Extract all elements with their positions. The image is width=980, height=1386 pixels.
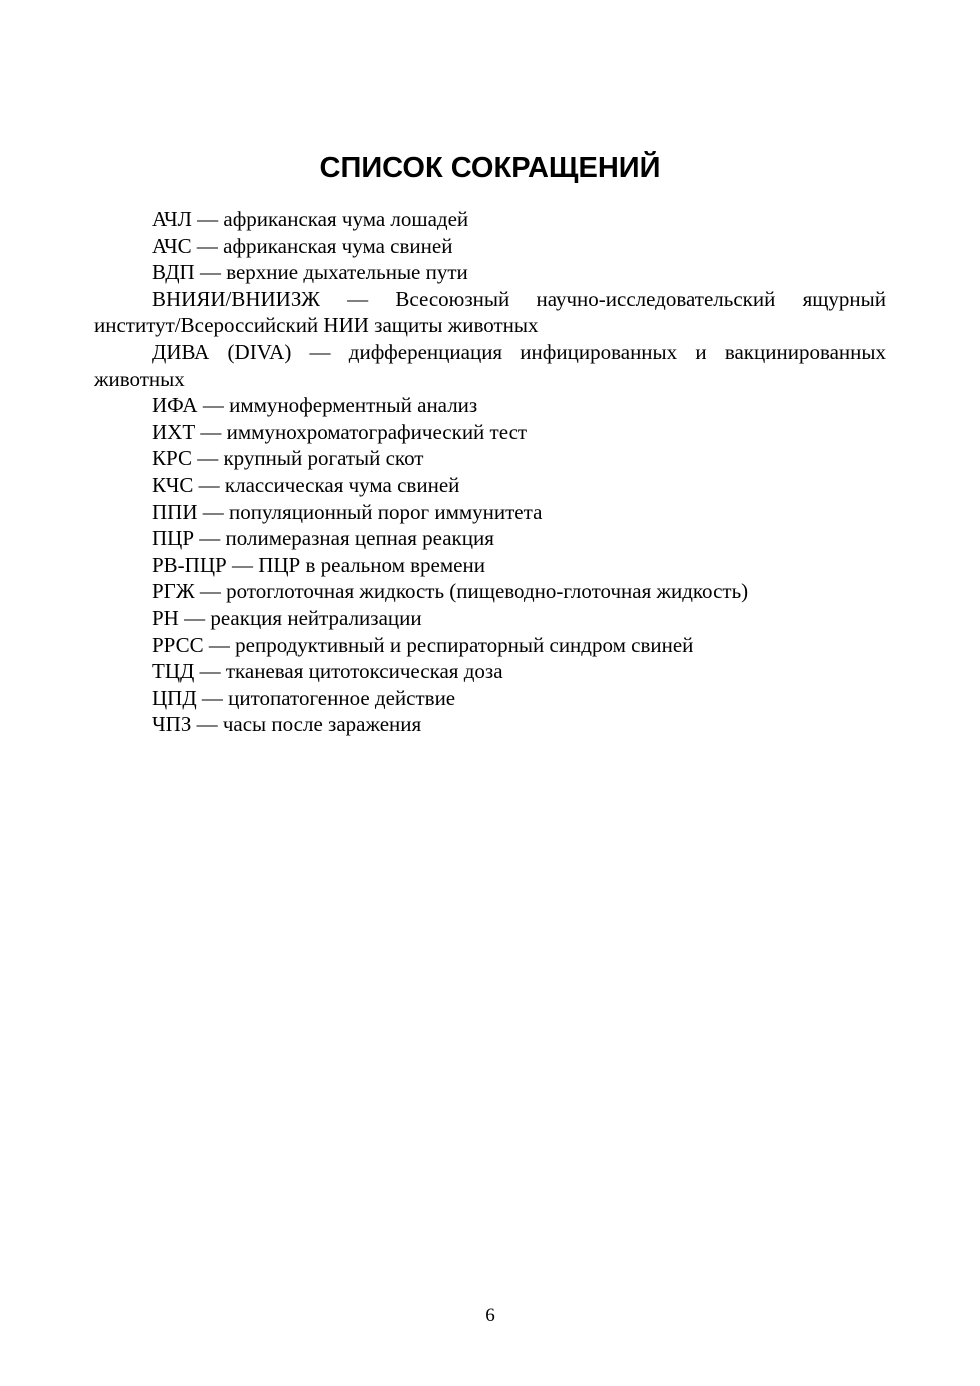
abbreviation-entry: ТЦД — тканевая цитотоксическая доза: [152, 659, 503, 684]
abbreviation-list: [94, 206, 886, 738]
abbreviation-entry: ИФА — иммуноферментный анализ: [152, 393, 478, 418]
abbreviation-entry: ЧПЗ — часы после заражения: [152, 712, 422, 737]
abbreviation-entry: ИХТ — иммунохроматографический тест: [152, 419, 528, 444]
abbreviation-entry: РН — реакция нейтрализации: [152, 605, 422, 630]
abbreviation-entry: ДИВА (DIVA) — дифференциация инфицированных и вакцинированных животных: [94, 339, 886, 391]
abbreviation-entry: КРС — крупный рогатый скот: [152, 446, 424, 471]
abbreviation-entry: ЦПД — цитопатогенное действие: [152, 685, 456, 710]
abbreviation-entry: АЧЛ — африканская чума лошадей: [152, 207, 469, 231]
abbreviation-entry: ПЦР — полимеразная цепная реакция: [152, 526, 494, 551]
abbreviation-entry: ВДП — верхние дыхательные пути: [152, 260, 468, 285]
page-title: СПИСОК СОКРАЩЕНИЙ: [319, 152, 661, 184]
abbreviation-entry: КЧС — классическая чума свиней: [152, 472, 460, 497]
abbreviation-entry: РВ-ПЦР — ПЦР в реальном времени: [152, 552, 485, 577]
page-number: 6: [485, 1305, 495, 1326]
abbreviation-entry: РГЖ — ротоглоточная жидкость (пищеводно-глоточная жидкость): [152, 579, 749, 604]
abbreviation-entry: ППИ — популяционный порог иммунитета: [152, 499, 543, 524]
abbreviation-entry: АЧС — африканская чума свиней: [152, 233, 453, 258]
abbreviation-entry: РРСС — репродуктивный и респираторный синдром свиней: [152, 632, 694, 657]
abbreviation-entry: ВНИЯИ/ВНИИЗЖ — Всесоюзный научно-исследовательский ящурный институт/Всероссийский НИИ защиты животных: [94, 286, 886, 338]
